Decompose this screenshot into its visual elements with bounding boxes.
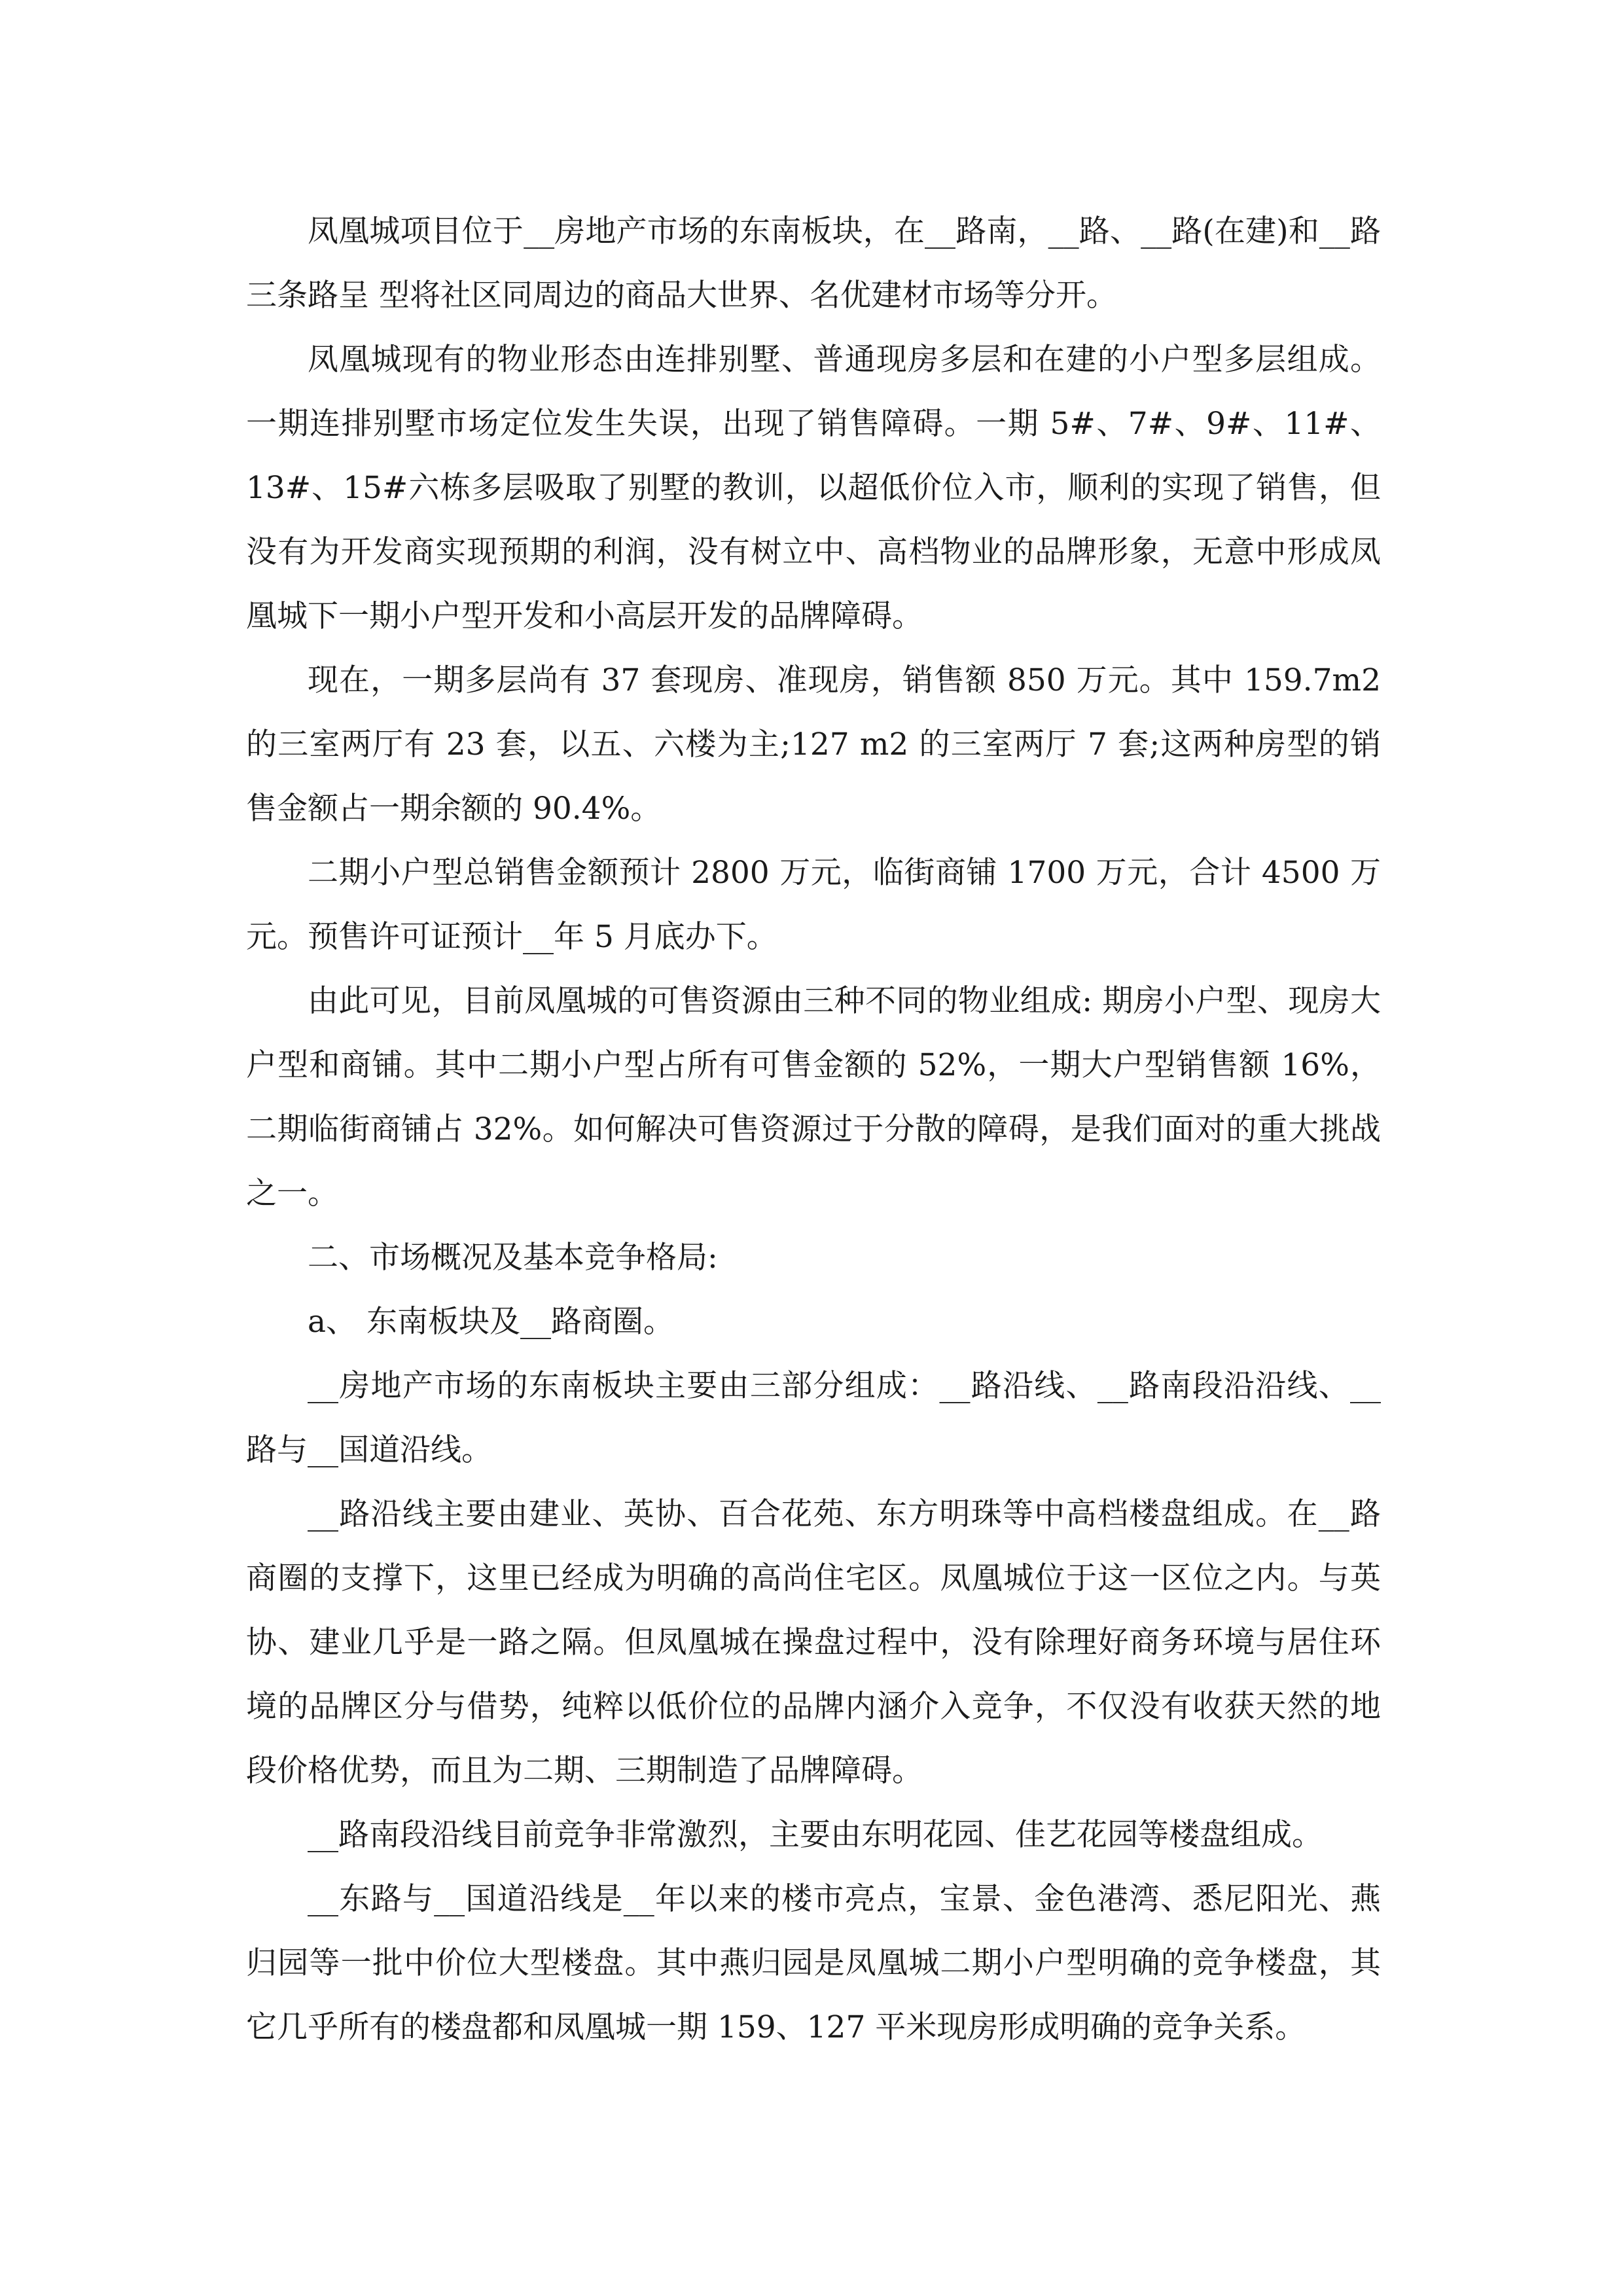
paragraph-southeast-composition: __房地产市场的东南板块主要由三部分组成：__路沿线、__路南段沿沿线、__路与__国道沿线。 (246, 1368, 1381, 1468)
paragraph-resource-summary: 由此可见，目前凤凰城的可售资源由三种不同的物业组成: 期房小户型、现房大户型和商铺。其中二期小户型占所有可售金额的 52%，一期大户型销售额 16%，二期临街商铺占 32%。如何解决可售资源过于分散的障碍，是我们面对的重大挑战之一。 (246, 983, 1381, 1211)
paragraph-property-forms: 凤凰城现有的物业形态由连排别墅、普通现房多层和在建的小户型多层组成。一期连排别墅市场定位发生失误，出现了销售障碍。一期 5#、7#、9#、11#、13#、15#六栋多层吸取了别墅的教训，以超低价位入市，顺利的实现了销售，但没有为开发商实现预期的利润，没有树立中、高档物业的品牌形象，无意中形成凤凰城下一期小户型开发和小高层开发的品牌障碍。 (246, 342, 1381, 634)
paragraph-phase-two-sales: 二期小户型总销售金额预计 2800 万元，临街商铺 1700 万元，合计 4500 万元。预售许可证预计__年 5 月底办下。 (246, 855, 1381, 955)
subsection-heading-southeast-block: a、 东南板块及__路商圈。 (308, 1304, 674, 1340)
paragraph-project-location: 凤凰城项目位于__房地产市场的东南板块，在__路南，__路、__路(在建)和__路三条路呈 型将社区同周边的商品大世界、名优建材市场等分开。 (246, 213, 1381, 314)
paragraph-south-section-competition: __路南段沿线目前竞争非常激烈，主要由东明花园、佳艺花园等楼盘组成。 (308, 1817, 1323, 1853)
paragraph-current-inventory: 现在，一期多层尚有 37 套现房、准现房，销售额 850 万元。其中 159.7m2 的三室两厅有 23 套，以五、六楼为主;127 m2 的三室两厅 7 套;这两种房型的销售金额占一期余额的 90.4%。 (246, 662, 1381, 827)
section-heading-market-overview: 二、市场概况及基本竞争格局: (308, 1240, 718, 1276)
paragraph-road-corridor: __路沿线主要由建业、英协、百合花苑、东方明珠等中高档楼盘组成。在__路商圈的支撑下，这里已经成为明确的高尚住宅区。凤凰城位于这一区位之内。与英协、建业几乎是一路之隔。但凤凰城在操盘过程中，没有除理好商务环境与居住环境的品牌区分与借势，纯粹以低价位的品牌内涵介入竞争，不仅没有收获天然的地段价格优势，而且为二期、三期制造了品牌障碍。 (246, 1496, 1381, 1789)
paragraph-east-road-highlights: __东路与__国道沿线是__年以来的楼市亮点，宝景、金色港湾、悉尼阳光、燕归园等一批中价位大型楼盘。其中燕归园是凤凰城二期小户型明确的竞争楼盘，其它几乎所有的楼盘都和凤凰城一期 159、127 平米现房形成明确的竞争关系。 (246, 1881, 1381, 2045)
document-body (246, 200, 1381, 2060)
